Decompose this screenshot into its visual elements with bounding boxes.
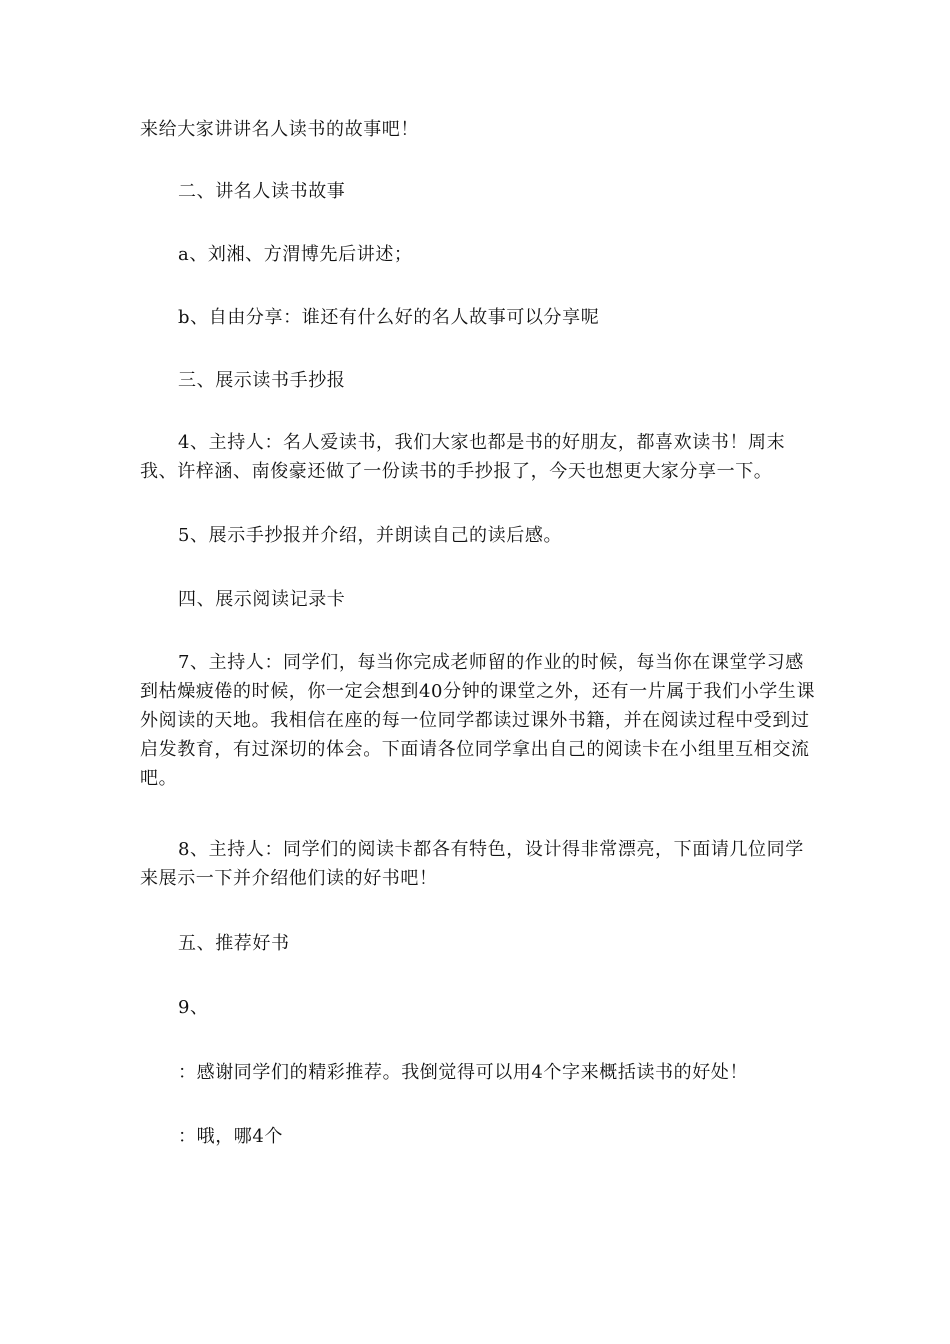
paragraph-item-b: b、自由分享：谁还有什么好的名人故事可以分享呢 (178, 307, 600, 328)
paragraph-item-4: 4、主持人：名人爱读书，我们大家也都是书的好朋友，都喜欢读书！周末我、许梓涵、南俊豪还做了一份读书的手抄报了，今天也想更大家分享一下。 (140, 432, 786, 482)
section-heading-5: 五、推荐好书 (178, 933, 290, 954)
paragraph-item-7: 7、主持人：同学们，每当你完成老师留的作业的时候，每当你在课堂学习感到枯燥疲倦的时候，你一定会想到40分钟的课堂之外，还有一片属于我们小学生课外阅读的天地。我相信在座的每一位同学都读过课外书籍，并在阅读过程中受到过启发教育，有过深切的体会。下面请各位同学拿出自己的阅读卡在小组里互相交流吧。 (140, 652, 816, 789)
paragraph-item-9: 9、 (178, 997, 209, 1018)
paragraph-dialogue-1: ：感谢同学们的精彩推荐。我倒觉得可以用4个字来概括读书的好处！ (178, 1062, 749, 1083)
paragraph-item-8: 8、主持人：同学们的阅读卡都各有特色，设计得非常漂亮，下面请几位同学来展示一下并介绍他们读的好书吧！ (140, 839, 804, 889)
paragraph-dialogue-2: ：哦，哪4个 (178, 1126, 284, 1147)
paragraph-item-a: a、刘湘、方渭博先后讲述； (178, 244, 413, 265)
section-heading-3: 三、展示读书手抄报 (178, 370, 346, 391)
section-heading-2: 二、讲名人读书故事 (178, 181, 346, 202)
paragraph-intro: 来给大家讲讲名人读书的故事吧！ (140, 119, 419, 140)
section-heading-4: 四、展示阅读记录卡 (178, 589, 346, 610)
paragraph-item-5: 5、展示手抄报并介绍，并朗读自己的读后感。 (178, 525, 563, 546)
